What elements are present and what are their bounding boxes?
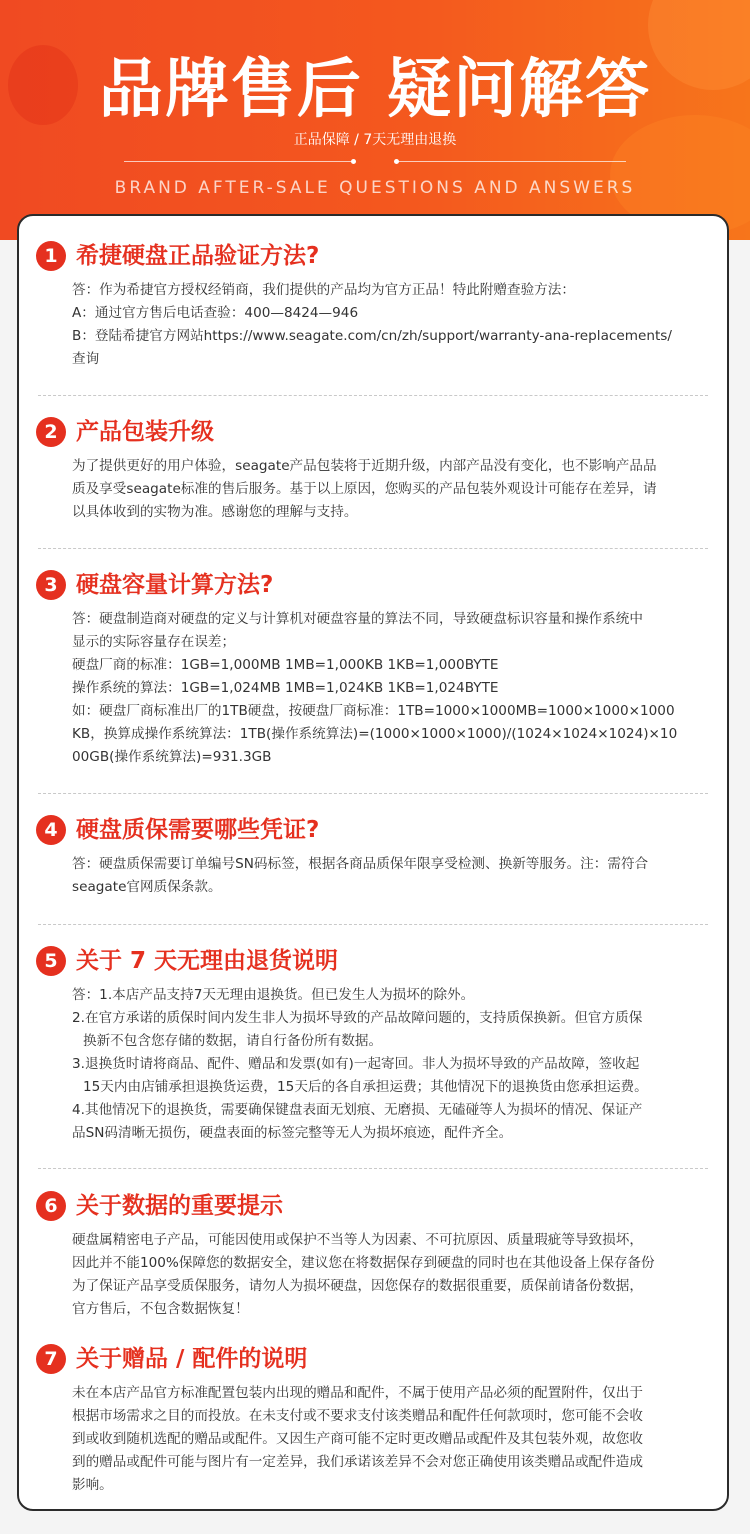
section-divider [38,395,708,396]
section-text-line: 到的赠品或配件可能与图片有一定差异，我们承诺该差异不会对您正确使用该类赠品或配件造成 [72,1454,643,1470]
faq-section-3 [36,568,708,769]
section-text-line: 15天内由店铺承担退换货运费，15天后的各自承担运费；其他情况下的退换货由您承担运费。 [83,1079,648,1095]
section-text-line: 官方售后，不包含数据恢复！ [72,1301,249,1317]
section-number-badge: 3 [36,570,66,600]
section-text-line: A：通过官方售后电话查验：400—8424—946 [72,305,359,321]
section-text-line: 影响。 [72,1477,113,1493]
section-text-line: 根据市场需求之目的而投放。在未支付或不要求支付该类赠品和配件任何款项时，您可能不会收 [72,1408,643,1424]
section-title: 关于 7 天无理由退货说明 [76,948,339,974]
section-text-line: 到或收到随机选配的赠品或配件。又因生产商可能不定时更改赠品或配件及其包装外观，故您收 [72,1431,643,1447]
faq-section-2 [36,415,708,524]
section-text-line: KB，换算成操作系统算法：1TB(操作系统算法)=(1000×1000×1000)/(1024×1024×1024)×10 [72,726,678,742]
section-text-line: B：登陆希捷官方网站https://www.seagate.com/cn/zh/support/warranty-ana-replacements/ [72,328,672,344]
section-text-line: seagate官网质保条款。 [72,879,222,895]
section-text-line: 答：1.本店产品支持7天无理由退换货。但已发生人为损坏的除外。 [72,987,475,1003]
hero-banner [0,0,750,240]
section-text-line: 显示的实际容量存在误差； [72,634,236,650]
section-title: 希捷硬盘正品验证方法? [76,243,320,269]
section-text-line: 为了保证产品享受质保服务，请勿人为损坏硬盘，因您保存的数据很重要，质保前请备份数据， [72,1278,643,1294]
section-text-line: 查询 [72,351,100,367]
section-text-line: 未在本店产品官方标准配置包装内出现的赠品和配件，不属于使用产品必须的配置附件，仅出于 [72,1385,643,1401]
section-text-line: 如：硬盘厂商标准出厂的1TB硬盘，按硬盘厂商标准：1TB=1000×1000MB=1000×1000×1000 [72,703,675,719]
section-divider [38,548,708,549]
section-title: 硬盘容量计算方法? [76,572,274,598]
section-number-badge: 4 [36,815,66,845]
section-text-line: 硬盘厂商的标准：1GB=1,000MB 1MB=1,000KB 1KB=1,000BYTE [72,657,499,673]
section-divider [38,1168,708,1169]
section-text-line: 因此并不能100%保障您的数据安全，建议您在将数据保存到硬盘的同时也在其他设备上保存备份 [72,1255,655,1271]
section-text-line: 3.退换货时请将商品、配件、赠品和发票(如有)一起寄回。非人为损坏导致的产品故障，签收起 [72,1056,640,1072]
section-number-badge: 7 [36,1344,66,1374]
section-text-line: 操作系统的算法：1GB=1,024MB 1MB=1,024KB 1KB=1,024BYTE [72,680,499,696]
section-title: 硬盘质保需要哪些凭证? [76,817,320,843]
faq-section-4 [36,813,708,899]
section-text-line: 答：硬盘制造商对硬盘的定义与计算机对硬盘容量的算法不同，导致硬盘标识容量和操作系统中 [72,611,643,627]
divider-dot [351,159,356,164]
section-title: 关于赠品 / 配件的说明 [76,1346,308,1372]
section-number-badge: 2 [36,417,66,447]
section-number-badge: 6 [36,1191,66,1221]
section-text-line: 2.在官方承诺的质保时间内发生非人为损坏导致的产品故障问题的，支持质保换新。但官方质保 [72,1010,643,1026]
faq-section-6 [36,1189,708,1321]
section-text-line: 答：作为希捷官方授权经销商，我们提供的产品均为官方正品！特此附赠查验方法： [72,282,575,298]
section-text-line: 答：硬盘质保需要订单编号SN码标签，根据各商品质保年限享受检测、换新等服务。注：需符合 [72,856,649,872]
section-text-line: 4.其他情况下的退换货，需要确保键盘表面无划痕、无磨损、无磕碰等人为损坏的情况、保证产 [72,1102,643,1118]
section-text-line: 品SN码清晰无损伤，硬盘表面的标签完整等无人为损坏痕迹，配件齐全。 [72,1125,513,1141]
section-number-badge: 1 [36,241,66,271]
section-divider [38,924,708,925]
section-divider [38,793,708,794]
section-number-badge: 5 [36,946,66,976]
section-title: 产品包装升级 [76,419,214,445]
section-text-line: 换新不包含您存储的数据，请自行备份所有数据。 [83,1033,383,1049]
english-subtitle: BRAND AFTER-SALE QUESTIONS AND ANSWERS [114,178,636,198]
divider-line [398,161,626,162]
section-title: 关于数据的重要提示 [76,1193,283,1219]
section-text-line: 00GB(操作系统算法)=931.3GB [72,749,272,765]
section-text-line: 为了提供更好的用户体验，seagate产品包装将于近期升级，内部产品没有变化，也不影响产品品 [72,458,657,474]
page-subtitle: 正品保障 / 7天无理由退换 [293,132,457,148]
page-title: 品牌售后 疑问解答 [98,53,652,127]
section-text-line: 以具体收到的实物为准。感谢您的理解与支持。 [72,504,358,520]
faq-section-1 [36,239,708,371]
section-text-line: 硬盘属精密电子产品，可能因使用或保护不当等人为因素、不可抗原因、质量瑕疵等导致损坏， [72,1232,643,1248]
divider-line [124,161,352,162]
section-text-line: 质及享受seagate标准的售后服务。基于以上原因，您购买的产品包装外观设计可能存在差异，请 [72,481,657,497]
faq-section-5 [36,944,708,1145]
faq-section-7 [36,1342,708,1497]
